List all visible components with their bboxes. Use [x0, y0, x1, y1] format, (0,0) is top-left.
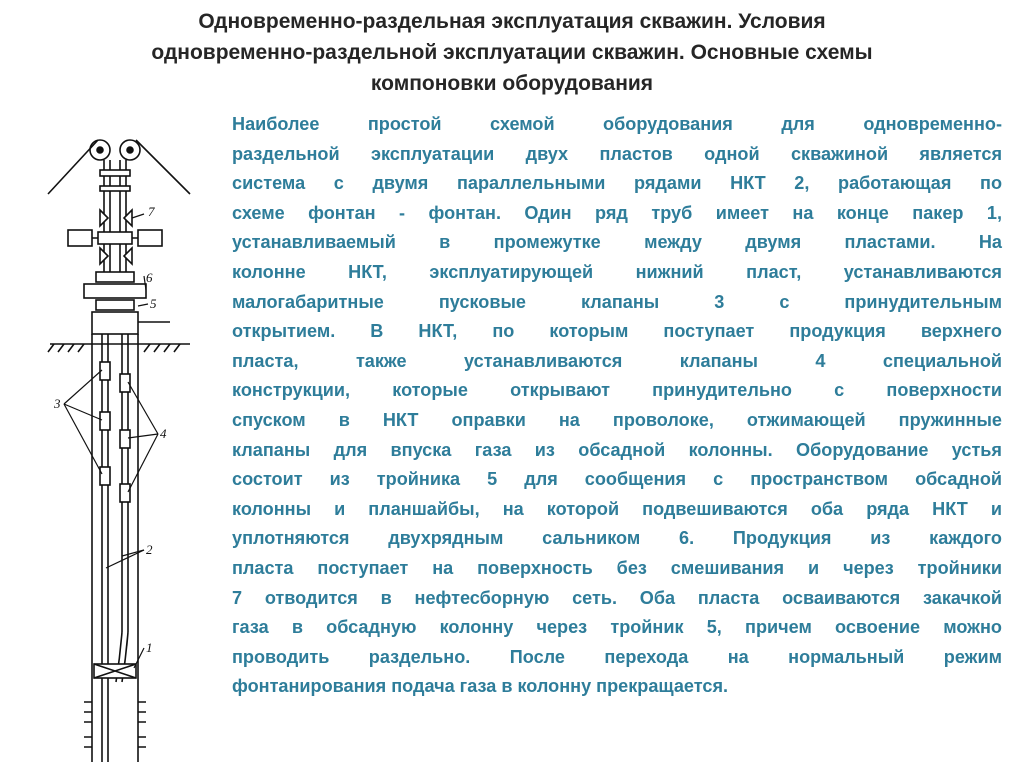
body-line: 7 отводится в нефтесборную сеть. Оба пласта осваиваются закачкой [232, 587, 1002, 608]
label-4: 4 [160, 426, 167, 441]
body-line: конструкции, которые открывают принудительно с поверхности [232, 380, 1002, 401]
body-line: открытием. В НКТ, по которым поступает продукция верхнего [232, 321, 1002, 342]
body-line: раздельной эксплуатации двух пластов одной скважиной является [232, 143, 1002, 164]
slide-title [30, 6, 994, 99]
body-line: малогабаритные пусковые клапаны 3 с принудительным [232, 291, 1002, 312]
body-line: клапаны для впуска газа из обсадной колонны. Оборудование устья [232, 439, 1002, 460]
body-line: схеме фонтан - фонтан. Один ряд труб имеет на конце пакер 1, [232, 202, 1002, 223]
body-line: газа в обсадную колонну через тройник 5, причем освоение можно [232, 617, 1002, 638]
body-line: пласта, также устанавливаются клапаны 4 специальной [232, 350, 1002, 371]
well-equipment-diagram [40, 112, 230, 762]
body-line: колонне НКТ, эксплуатирующей нижний пласт, устанавливаются [232, 261, 1002, 282]
label-6: 6 [146, 270, 153, 285]
body-line: система с двумя параллельными рядами НКТ 2, работающая по [232, 173, 1002, 194]
body-line: пласта поступает на поверхность без смешивания и через тройники [232, 557, 1002, 578]
label-1: 1 [146, 640, 153, 655]
title-line: одновременно-раздельной эксплуатации скважин. Основные схемы [151, 41, 873, 64]
label-3: 3 [54, 396, 61, 411]
label-5: 5 [150, 296, 157, 311]
body-line: колонны и планшайбы, на которой подвешиваются оба ряда НКТ и [232, 498, 1002, 519]
wellhead [84, 272, 170, 334]
body-line: спуском в НКТ оправки на проволоке, отжимающей пружинные [232, 409, 1002, 430]
body-paragraph [232, 110, 1002, 702]
body-line: Наиболее простой схемой оборудования для одновременно- [232, 114, 1002, 134]
body-line: устанавливаемый в промежутке между двумя пластами. На [232, 232, 1002, 253]
body-line: проводить раздельно. После перехода на нормальный режим [232, 646, 1002, 667]
label-2: 2 [146, 542, 153, 557]
title-line: компоновки оборудования [370, 72, 654, 95]
label-7: 7 [148, 204, 155, 219]
ground-surface [48, 344, 190, 352]
body-line: состоит из тройника 5 для сообщения с пространством обсадной [232, 469, 1002, 490]
body-line last: фонтанирования подача газа в колонну прекращается. [232, 676, 729, 697]
title-line: Одновременно-раздельная эксплуатация скважин. Условия [198, 10, 826, 33]
body-line: уплотняются двухрядным сальником 6. Продукция из каждого [232, 528, 1002, 549]
